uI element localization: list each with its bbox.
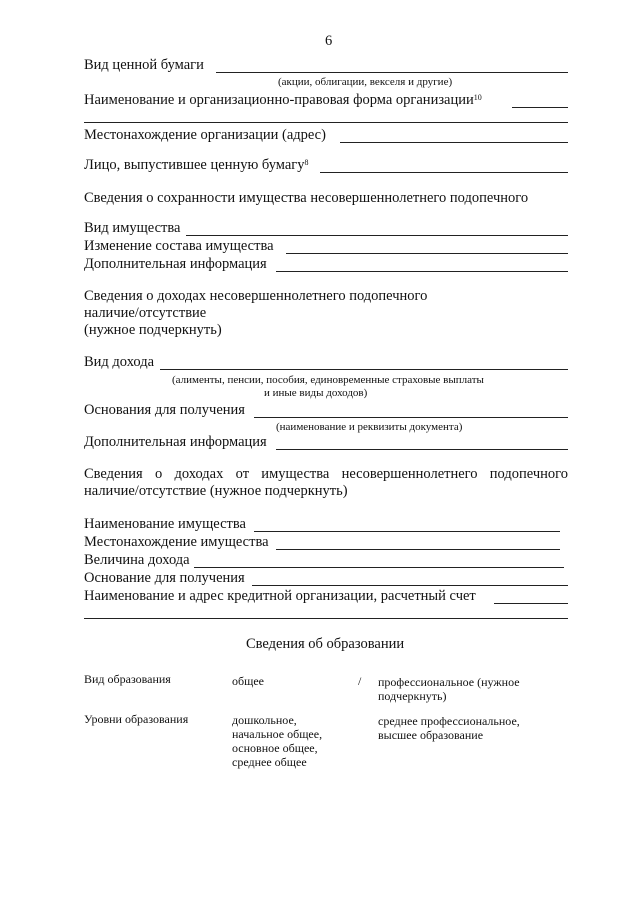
edu-level-prof-0: среднее профессиональное, <box>378 714 520 728</box>
property-income-heading: Сведения о доходах от имущества несовершеннолетнего подопечного <box>84 466 568 482</box>
edu-level-general-2: основное общее, <box>232 741 318 755</box>
edu-type-slash: / <box>358 674 362 688</box>
income-extra-label: Дополнительная информация <box>84 434 267 450</box>
pi-basis-label: Основание для получения <box>84 570 245 586</box>
pi-location-label: Местонахождение имущества <box>84 534 269 550</box>
org-name-label: Наименование и организационно-правовая форма организации$^{10}$ <box>84 92 482 108</box>
income-type-label: Вид дохода <box>84 354 155 370</box>
income-type-hint-2: и иные виды доходов) <box>264 387 368 399</box>
pi-name-label: Наименование имущества <box>84 516 246 532</box>
pi-amount-field[interactable] <box>194 567 564 568</box>
income-basis-hint: (наименование и реквизиты документа) <box>276 421 463 433</box>
property-change-label: Изменение состава имущества <box>84 238 274 254</box>
edu-level-prof-1: высшее образование <box>378 728 484 742</box>
property-type-label: Вид имущества <box>84 220 181 236</box>
education-heading: Сведения об образовании <box>246 636 405 652</box>
income-extra-field[interactable] <box>276 449 568 450</box>
property-safety-heading: Сведения о сохранности имущества несовершеннолетнего подопечного <box>84 190 529 206</box>
issuer-field[interactable] <box>320 172 568 173</box>
income-heading: Сведения о доходах несовершеннолетнего подопечного <box>84 288 428 304</box>
pi-location-field[interactable] <box>276 549 560 550</box>
pi-basis-field[interactable] <box>252 585 568 586</box>
page-number: 6 <box>325 33 333 49</box>
edu-level-general-3: среднее общее <box>232 755 307 769</box>
pi-name-field[interactable] <box>254 531 560 532</box>
pi-amount-label: Величина дохода <box>84 552 190 568</box>
org-location-label: Местонахождение организации (адрес) <box>84 127 326 143</box>
footnote-marker: 10 <box>473 93 482 102</box>
property-income-presence: наличие/отсутствие (нужное подчеркнуть) <box>84 483 348 499</box>
edu-type-label: Вид образования <box>84 672 171 686</box>
pi-bank-field[interactable] <box>494 603 568 604</box>
org-name-field[interactable] <box>512 107 568 108</box>
property-change-field[interactable] <box>286 253 568 254</box>
edu-levels-label: Уровни образования <box>84 712 189 726</box>
security-type-field[interactable] <box>216 72 568 73</box>
issuer-label: Лицо, выпустившее ценную бумагу$^8$ <box>84 157 309 173</box>
income-basis-field[interactable] <box>254 417 568 418</box>
footnote-marker: 8 <box>304 158 309 167</box>
org-name-field-extra[interactable] <box>84 122 568 123</box>
pi-bank-field-extra[interactable] <box>84 618 568 619</box>
income-underline-note: (нужное подчеркнуть) <box>84 322 222 338</box>
security-type-label: Вид ценной бумаги <box>84 57 204 73</box>
edu-level-general-1: начальное общее, <box>232 727 323 741</box>
property-extra-field[interactable] <box>276 271 568 272</box>
edu-level-general-0: дошкольное, <box>232 713 297 727</box>
property-type-field[interactable] <box>186 235 568 236</box>
income-basis-label: Основания для получения <box>84 402 245 418</box>
property-extra-label: Дополнительная информация <box>84 256 267 272</box>
income-type-field[interactable] <box>160 369 568 370</box>
pi-bank-label: Наименование и адрес кредитной организации, расчетный счет <box>84 588 476 604</box>
edu-type-professional: профессиональное (нужное подчеркнуть) <box>378 675 520 703</box>
org-location-field[interactable] <box>340 142 568 143</box>
income-type-hint-1: (алименты, пенсии, пособия, единовременные страховые выплаты <box>172 374 484 386</box>
edu-type-general: общее <box>232 674 264 688</box>
security-type-hint: (акции, облигации, векселя и другие) <box>278 76 453 88</box>
income-presence: наличие/отсутствие <box>84 305 207 321</box>
